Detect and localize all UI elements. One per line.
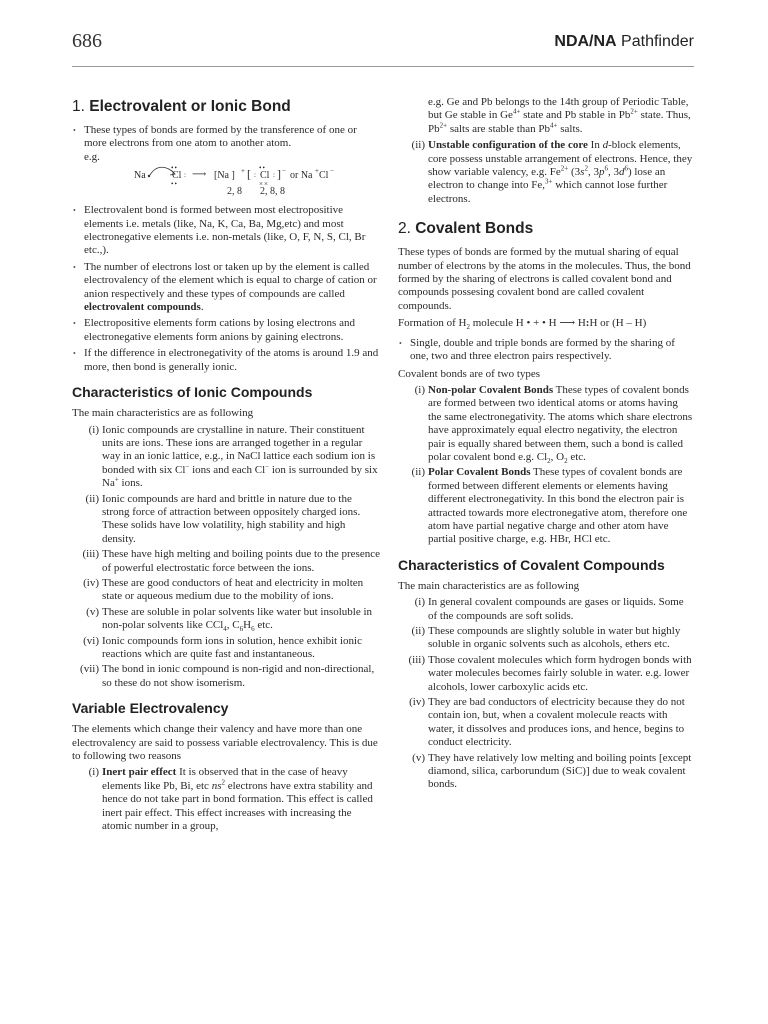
- eq-minus: −: [282, 167, 286, 176]
- item-text: They are bad conductors of electricity because they do not contain ion, but, when a covalent molecule reacts with water, it dissolves and produces ions, and hence, begins to conduct electricity.: [428, 696, 685, 749]
- covalent-intro: These types of bonds are formed by the mutual sharing of equal number of electrons by the atoms in the molecules. Thus, the bond formed by the sharing of electrons is called covalent bond and compounds possesing covalent bond are called covalent compounds.: [398, 246, 691, 312]
- bold-term: Inert pair effect: [102, 766, 177, 779]
- list-item: [72, 635, 380, 662]
- ionic-bullets: [72, 124, 380, 374]
- item-text: , O: [550, 450, 565, 463]
- subscript: 2: [547, 457, 551, 466]
- cl-ion-dots-bottom: ××: [259, 180, 269, 189]
- bracket-open: [: [247, 167, 251, 182]
- superscript: 6: [604, 164, 608, 173]
- list-item: [72, 606, 380, 633]
- item-text: Ionic compounds form ions in solution, hence exhibit ionic reactions which are quite fast and instantaneous.: [102, 634, 362, 660]
- example-label: e.g.: [84, 150, 100, 163]
- item-text: -block elements, core possess unstable arrangement of electrons. Hence, they show variable valency, e.g. Fe: [428, 139, 693, 179]
- variable-electrovalency-list: [72, 766, 380, 833]
- bold-term: Unstable configuration of the core: [428, 139, 588, 152]
- subscript: 6: [239, 625, 244, 634]
- superscript: 2+: [560, 164, 569, 173]
- ionic-bond-equation: [84, 165, 380, 199]
- eq-cl-minus: −: [330, 167, 334, 176]
- eq-na-plus: +: [315, 167, 319, 176]
- bullet-text-end: .: [200, 301, 204, 314]
- item-number: (ii): [411, 625, 425, 637]
- superscript-minus: −: [185, 462, 190, 471]
- shared-pair-dots: :: [585, 317, 590, 330]
- formation-text: Formation of H: [398, 317, 467, 330]
- item-number: (iii): [408, 653, 425, 666]
- list-item: [398, 384, 694, 464]
- bullet-item: • If the difference in electronegativity of the atoms is around 1.9 and more, then bond is generally ionic.: [72, 347, 380, 374]
- list-item: [72, 548, 380, 575]
- ionic-characteristics-list: [72, 424, 380, 691]
- list-item: [72, 493, 380, 547]
- subscript: 2: [466, 323, 470, 332]
- book-title: [554, 33, 694, 51]
- inert-pair-continuation: [398, 96, 694, 136]
- list-item: [398, 625, 694, 652]
- bold-term: Polar Covalent Bonds: [428, 466, 531, 479]
- item-number: (i): [414, 596, 425, 609]
- item-text: In general covalent compounds are gases or liquids. Some of the compounds are soft solids.: [428, 596, 684, 622]
- cl-ion-dots-right: :: [273, 171, 275, 180]
- italic-term: d: [618, 166, 625, 179]
- list-item: [72, 663, 380, 690]
- list-item: [398, 466, 694, 546]
- superscript: 3+: [545, 177, 553, 186]
- item-text: etc.: [567, 450, 586, 463]
- item-number: (ii): [411, 139, 425, 152]
- bullet-text: The number of electrons lost or taken up by the element is called electrovalency of the element which is equal to charge of cation or anion respectively and these types of compounds are called: [84, 260, 377, 300]
- item-number: (i): [88, 423, 99, 436]
- item-text: ions and each Cl: [189, 463, 266, 476]
- list-item: [398, 139, 694, 206]
- item-text: These have high melting and boiling points due to the presence of powerful electrostatic force between the ions.: [102, 548, 380, 574]
- eq-config-na: 2, 8: [227, 186, 242, 198]
- item-text: , 3: [607, 166, 619, 179]
- variable-electrovalency-heading: Variable Electrovalency: [72, 700, 229, 717]
- section-number: 1.: [72, 98, 90, 115]
- item-text: These types of covalent bonds are formed between two identical atoms or atoms having the same electronegativity. The atoms which share electrons have approximately equal electro negativity, the electron pair is equally shared between them, such a bond is called polar covalent bond e.g. Cl: [428, 383, 693, 463]
- list-item: [72, 577, 380, 604]
- cl-dots-top: ••: [171, 164, 178, 173]
- cl-dots-bottom: ••: [171, 180, 178, 189]
- item-text: ion is surrounded by six Na: [102, 463, 378, 490]
- superscript: 2+: [630, 107, 638, 116]
- ionic-characteristics-heading: Characteristics of Ionic Compounds: [72, 384, 313, 401]
- item-text: Ionic compounds are crystalline in nature. Their constituent units are ions. These ions are arranged together in a regular way in an ionic lattice, e.g., in NaCl lattice each sodium ion is bonded with six Cl: [102, 423, 376, 476]
- formation-text: molecule H: [469, 317, 524, 330]
- bullet-item: • Electrovalent bond is formed between most electropositive elements i.e. metals (like, Na, K, Ca, Ba, Mg,etc) and most electronegative elements i.e. non-metals (like, O, F, N, S, Cl, Br etc.,).: [72, 204, 380, 258]
- subscript: 4: [223, 625, 227, 634]
- item-number: (iv): [409, 696, 425, 709]
- bold-term: Non-polar Covalent Bonds: [428, 383, 554, 396]
- item-text: ions.: [118, 477, 143, 490]
- superscript-plus: +: [114, 475, 119, 484]
- list-item: [398, 696, 694, 750]
- section-number: 2.: [398, 220, 416, 238]
- item-text: H: [243, 619, 252, 632]
- italic-term: d: [602, 139, 609, 152]
- book-title-rest: Pathfinder: [616, 33, 694, 50]
- eq-plus: +: [241, 167, 245, 176]
- cl-ion-dots-top: ••: [259, 164, 266, 173]
- eq-arrow: ⟶: [192, 169, 207, 181]
- item-text: It is observed that in the case of heavy elements like Pb, Bi, etc: [102, 766, 348, 792]
- item-text: The bond in ionic compound is non-rigid and non-directional, so these do not show isomerism.: [102, 663, 375, 689]
- bullet-text: These types of bonds are formed by the transference of one or more electrons from one atom to another atom.: [84, 124, 357, 150]
- item-text: e.g. Ge and Pb belongs to the 14th group of Periodic Table, but Ge stable in Ge: [428, 96, 689, 122]
- variable-electrovalency-list-cont: [398, 139, 694, 206]
- item-text: which cannot lose further electrons.: [428, 179, 668, 205]
- item-number: (v): [412, 751, 425, 764]
- item-text: , C: [226, 619, 240, 632]
- item-text: , 3: [587, 166, 599, 179]
- item-text: electrons have extra stability and hence do not take part in bond formation. This effect is called inert pair effect. This effect increases with increasing the atomic number in a group,: [102, 779, 373, 833]
- item-text: (3: [568, 166, 581, 179]
- item-text: Ionic compounds are hard and brittle in nature due to the strong force of attraction between oppositely charged ions. These solids have low volatility, high stability and high density.: [102, 492, 361, 545]
- superscript: 6: [624, 164, 628, 173]
- bracket-close: ]: [277, 167, 281, 182]
- covalent-characteristics-heading: Characteristics of Covalent Compounds: [398, 556, 665, 573]
- italic-term: s: [580, 166, 585, 179]
- item-number: (v): [86, 605, 99, 618]
- formation-text: H or (H – H): [589, 317, 647, 330]
- section-title: Covalent Bonds: [415, 220, 534, 238]
- covalent-bullets: [398, 337, 694, 364]
- superscript: 2: [221, 778, 225, 787]
- page-header: [72, 30, 694, 60]
- item-text: ) lose an electron to change into Fe,: [428, 166, 666, 192]
- item-text: salts are stable than Pb: [447, 122, 551, 135]
- eq-or: or Na: [290, 170, 313, 182]
- section-heading-ionic: [72, 98, 380, 116]
- item-text: In: [587, 139, 603, 152]
- item-text: state. Thus, Pb: [428, 109, 691, 135]
- ionic-characteristics-intro: The main characteristics are as following: [72, 407, 254, 420]
- eq-cl-final: Cl: [319, 170, 329, 182]
- list-item: [398, 596, 694, 623]
- item-number: (vi): [83, 634, 99, 647]
- formation-text: H ⟶ H: [548, 317, 586, 330]
- bullet-item: • Electropositive elements form cations by losing electrons and electronegative elements form anions by gaining electrons.: [72, 317, 380, 344]
- covalent-characteristics-intro: The main characteristics are as following: [398, 579, 580, 592]
- electron-dots: • + •: [523, 317, 549, 330]
- italic-term: p: [598, 166, 605, 179]
- list-item: [72, 766, 380, 833]
- item-number: (vii): [80, 663, 99, 676]
- eq-config-cl: 2, 8, 8: [260, 186, 285, 198]
- eq-cl: Cl: [172, 170, 182, 182]
- bullet-item: • Single, double and triple bonds are formed by the sharing of one, two and three electron pairs respectively.: [398, 337, 694, 364]
- bullet-item: [72, 124, 380, 199]
- variable-electrovalency-intro: The elements which change their valency and have more than one electrovalency are said to possess variable electrovalency. This is due to following two reasons: [72, 723, 378, 763]
- eq-na: Na: [134, 170, 146, 182]
- page-number: 686: [72, 30, 102, 52]
- list-item: [72, 424, 380, 491]
- item-number: (iv): [83, 576, 99, 589]
- superscript-minus: −: [265, 462, 270, 471]
- list-item: [398, 654, 694, 694]
- superscript: 4+: [550, 121, 558, 130]
- item-text: state and Pb stable in Pb: [520, 109, 631, 122]
- bold-term: electrovalent compounds: [84, 301, 201, 314]
- item-number: (i): [88, 766, 99, 779]
- eq-na-ion: [Na ]: [214, 170, 235, 182]
- item-text: etc.: [254, 619, 273, 632]
- cl-ion-dots-left: :: [254, 171, 256, 180]
- item-text: These are soluble in polar solvents like water but insoluble in non-polar solvents like CCl: [102, 605, 373, 632]
- book-title-bold: NDA/NA: [554, 33, 617, 50]
- bullet-item: [72, 261, 380, 315]
- left-column: [72, 84, 380, 837]
- right-column: [398, 96, 694, 796]
- superscript: 2: [584, 164, 588, 173]
- item-text: These compounds are slightly soluble in water but highly soluble in organic solvents such as alcohols, ethers etc.: [428, 625, 681, 651]
- covalent-characteristics-list: [398, 596, 694, 792]
- item-number: (iii): [82, 548, 99, 561]
- superscript: 2+: [439, 121, 448, 130]
- header-rule: [72, 66, 694, 67]
- item-number: (ii): [411, 466, 425, 479]
- list-item: [398, 752, 694, 792]
- superscript: 4+: [512, 107, 521, 116]
- item-number: (i): [414, 383, 425, 396]
- item-text: Those covalent molecules which form hydrogen bonds with water molecules becomes fairly soluble in water. e.g. lower alcohols, lower carboxylic acids etc.: [428, 653, 692, 693]
- item-text: These are good conductors of heat and electricity in molten state or aqueous medium due to the mobility of ions.: [102, 576, 364, 603]
- eq-cl-ion: Cl: [260, 170, 270, 182]
- covalent-types-intro: Covalent bonds are of two types: [398, 367, 541, 380]
- cl-dots-right: :: [184, 171, 186, 180]
- item-text: These types of covalent bonds are formed between different elements or elements having different electronegativity. In this bond the electron pair is attracted towards more electronegative atom, therefore one atom have partial negative charge and other atom have partial positive charge, e.g. HBr, HCl etc.: [428, 466, 688, 546]
- covalent-types-list: [398, 384, 694, 547]
- section-heading-covalent: [398, 220, 694, 238]
- subscript: 6: [251, 625, 255, 634]
- item-text: They have relatively low melting and boiling points [except diamond, silica, carborundum (SiC)] due to weak covalent bonds.: [428, 751, 692, 791]
- h2-formation-equation: [398, 317, 694, 330]
- item-number: (ii): [85, 492, 99, 505]
- subscript: 2: [564, 457, 568, 466]
- item-text: salts.: [557, 122, 583, 135]
- italic-term: ns: [211, 779, 222, 792]
- section-title: Electrovalent or Ionic Bond: [89, 98, 291, 115]
